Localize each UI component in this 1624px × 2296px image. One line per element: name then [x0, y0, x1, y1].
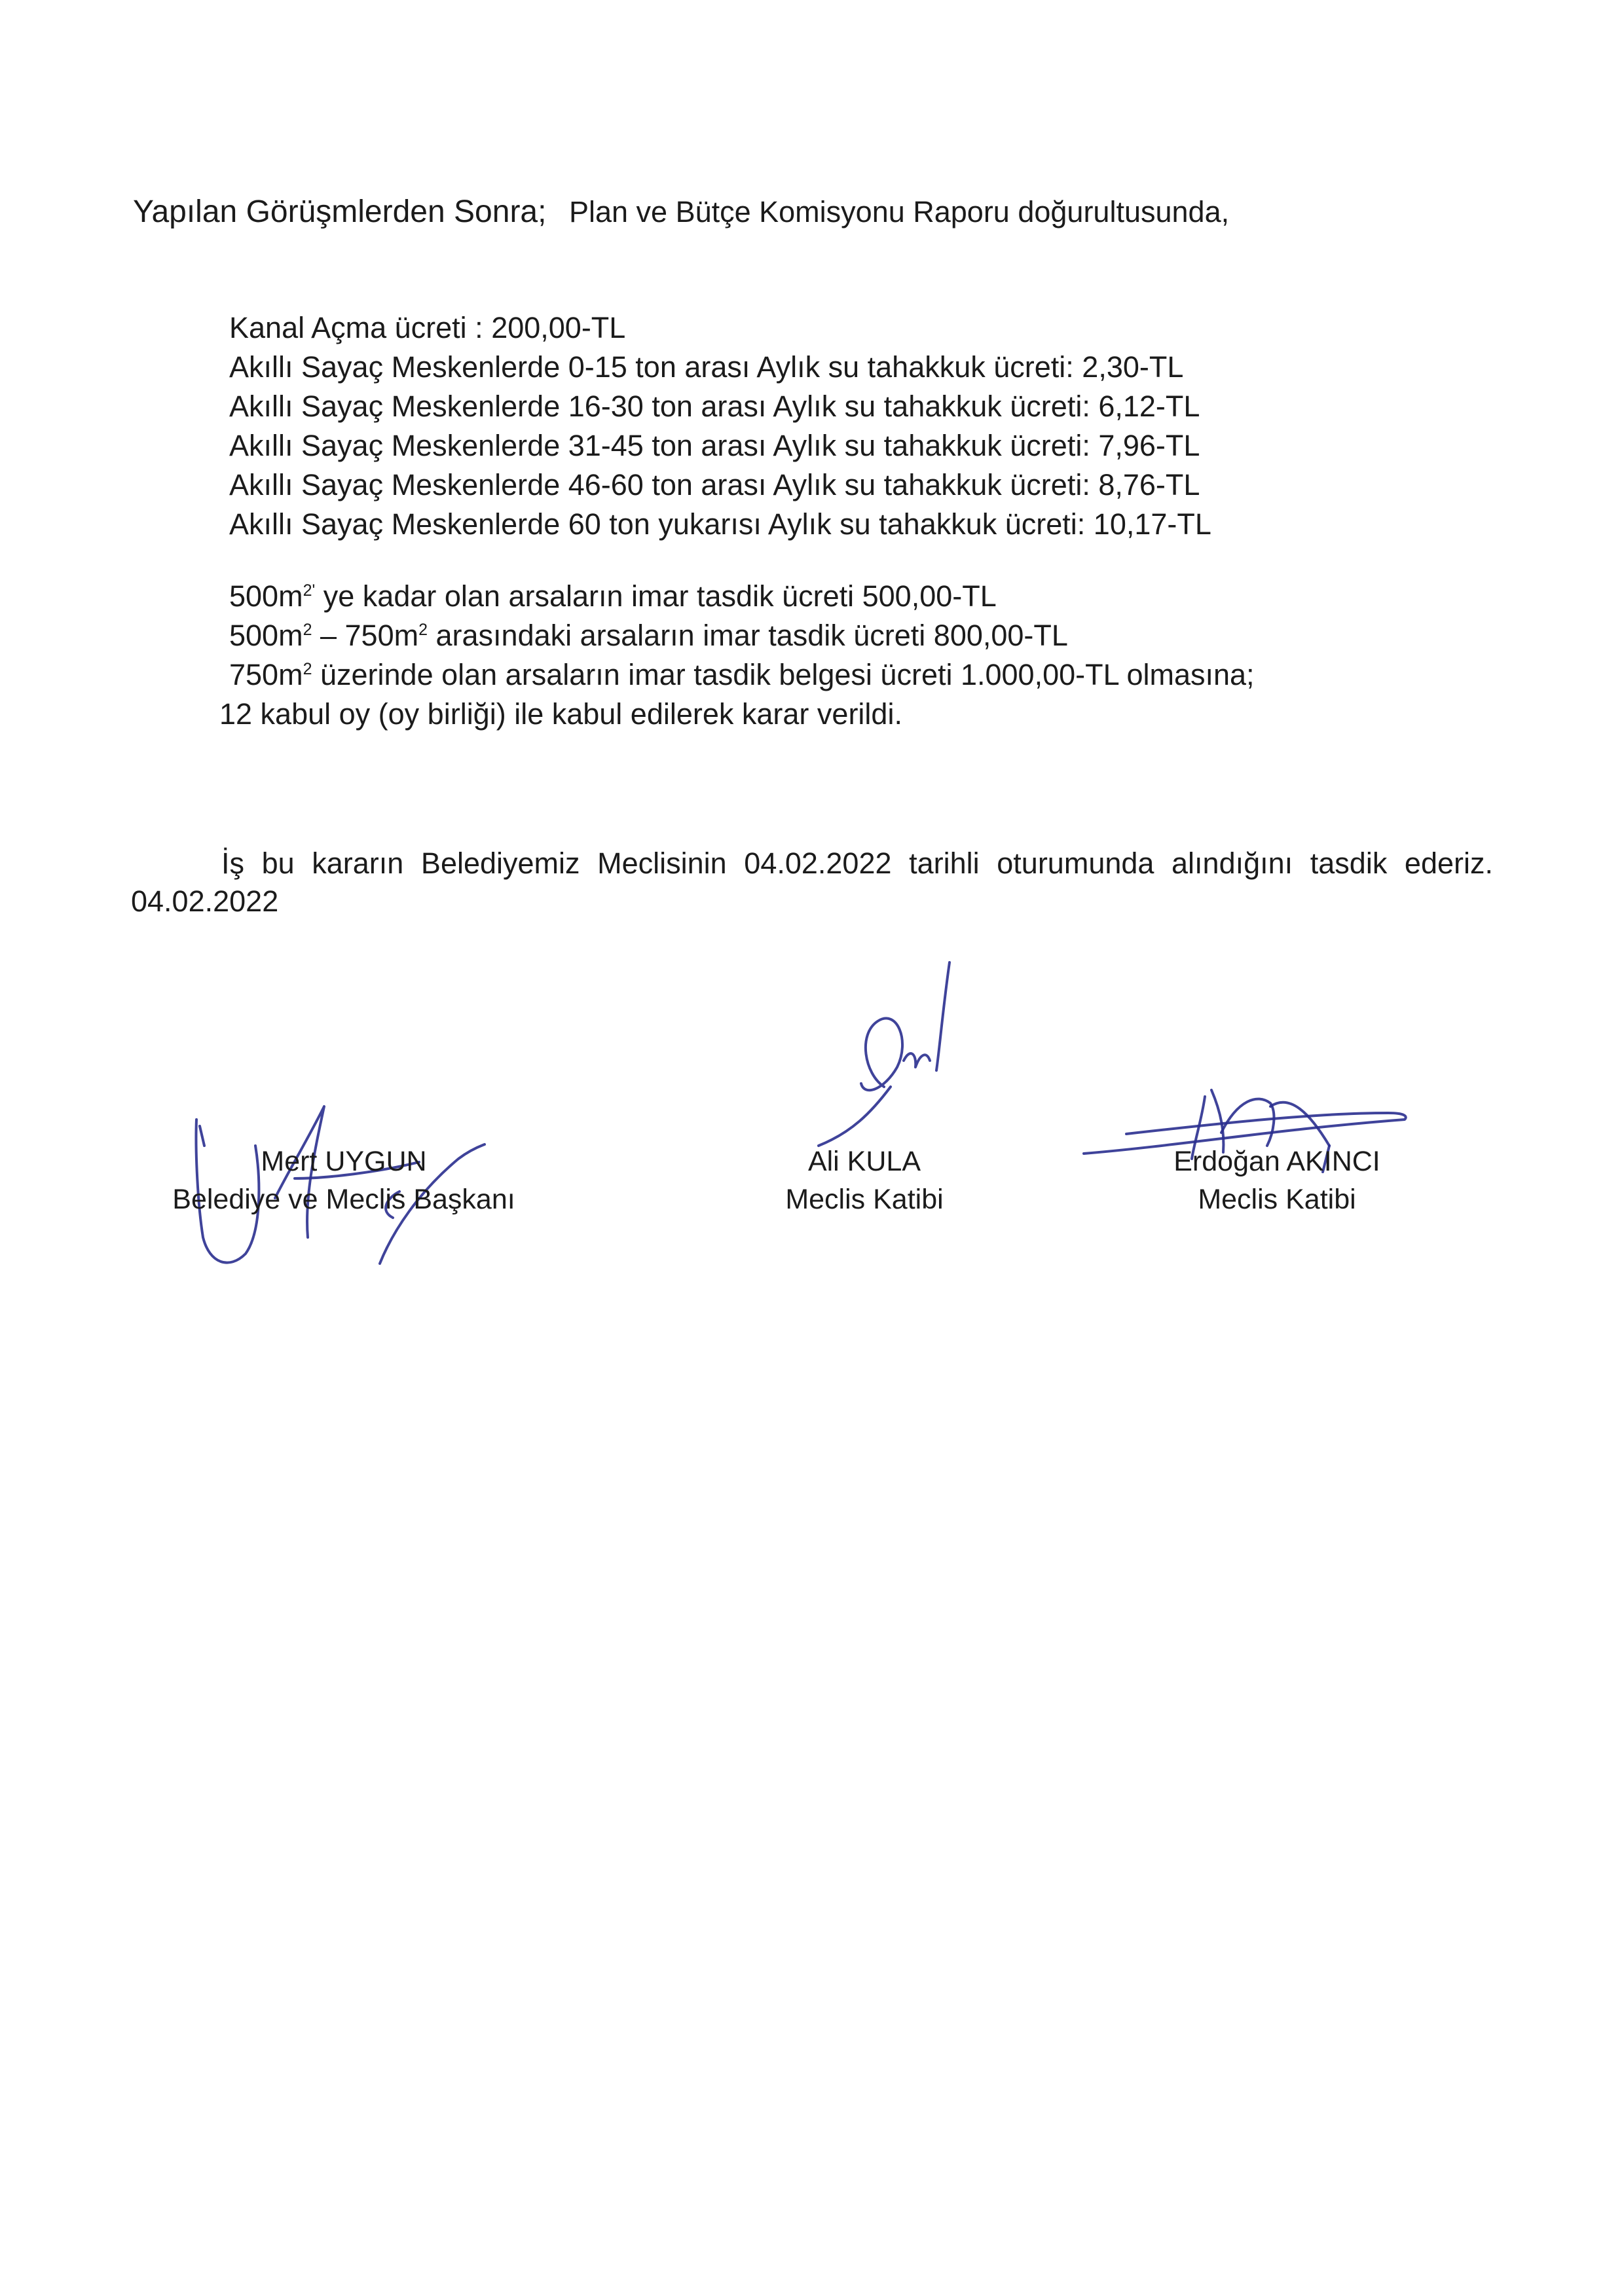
signatory-title: Belediye ve Meclis Başkanı: [172, 1184, 515, 1215]
fee-line: Kanal Açma ücreti : 200,00-TL: [229, 311, 626, 344]
signatory-name: Ali KULA: [807, 1146, 921, 1177]
signatory-title: Meclis Katibi: [1198, 1184, 1356, 1215]
fee-line: Akıllı Sayaç Meskenlerde 16-30 ton arası Aylık su tahakkuk ücreti: 6,12-TL: [229, 390, 1200, 423]
intro-part-1: Yapılan Görüşmlerden Sonra;: [133, 194, 547, 229]
decision-line: 12 kabul oy (oy birliği) ile kabul edilerek karar verildi.: [219, 697, 902, 731]
imar-line-1: $500m^{2'}$ ye kadar olan arsaların imar tasdik ücreti 500,00-TL: [229, 579, 997, 613]
fee-line: Akıllı Sayaç Meskenlerde 60 ton yukarısı Aylık su tahakkuk ücreti: 10,17-TL: [229, 507, 1211, 541]
signatory-ali-kula: [694, 1142, 1035, 1218]
signatory-name: Mert UYGUN: [261, 1146, 427, 1177]
intro-part-2: Plan ve Bütçe Komisyonu Raporu doğurultusunda,: [568, 195, 1230, 228]
fee-line: Akıllı Sayaç Meskenlerde 31-45 ton arası Aylık su tahakkuk ücreti: 7,96-TL: [229, 429, 1200, 462]
signatory-mert-uygun: [131, 1142, 557, 1218]
signatory-title: Meclis Katibi: [785, 1184, 944, 1215]
intro-line: [133, 196, 1229, 228]
signatory-name: Erdoğan AKINCI: [1173, 1146, 1380, 1177]
imar-line-2: $500m^2 - 750m^2$ arasındaki arsaların imar tasdik ücreti 800,00-TL: [229, 619, 1068, 652]
signatory-erdogan-akinci: [1107, 1142, 1447, 1218]
fee-line: Akıllı Sayaç Meskenlerde 0-15 ton arası Aylık su tahakkuk ücreti: 2,30-TL: [229, 350, 1184, 384]
signature-ali-kula: [799, 956, 995, 1152]
fee-line: Akıllı Sayaç Meskenlerde 46-60 ton arası Aylık su tahakkuk ücreti: 8,76-TL: [229, 468, 1200, 501]
imar-line-3: $750m^2$ üzerinde olan arsaların imar tasdik belgesi ücreti 1.000,00-TL olmasına;: [229, 658, 1255, 691]
certification-paragraph: İş bu kararın Belediyemiz Meclisinin 04.02.2022 tarihli oturumunda alındığını tasdik ederiz. 04.02.2022: [131, 847, 1493, 918]
